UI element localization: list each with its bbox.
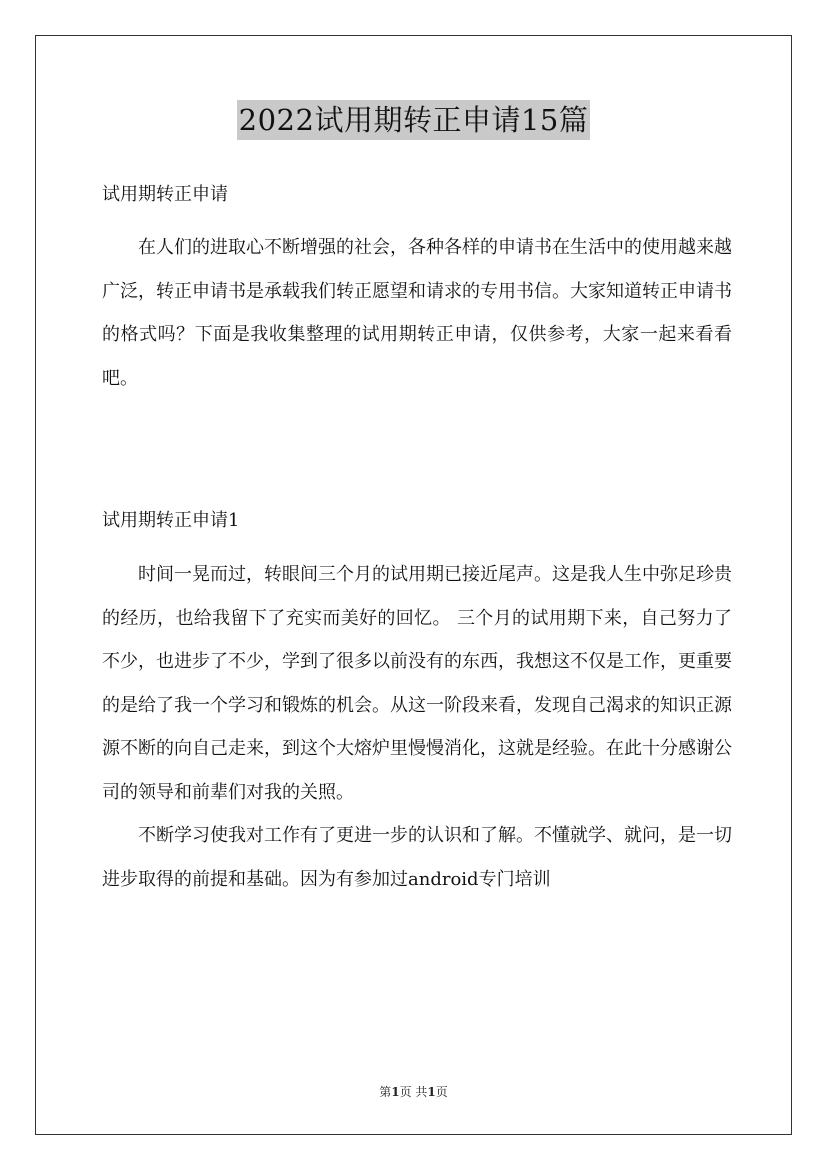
page-footer (0, 1084, 827, 1100)
section-1-heading: 试用期转正申请1 (102, 510, 240, 531)
intro-heading: 试用期转正申请 (102, 184, 228, 205)
intro-paragraph: 在人们的进取心不断增强的社会，各种各样的申请书在生活中的使用越来越广泛，转正申请书是承载我们转正愿望和请求的专用书信。大家知道转正申请书的格式吗？下面是我收集整理的试用期转正申请，仅供参考，大家一起来看看吧。 (102, 237, 732, 389)
footer-current-page: 1 (391, 1085, 400, 1099)
intro-section (102, 226, 732, 400)
section-1-paragraph-1: 时间一晃而过，转眼间三个月的试用期已接近尾声。这是我人生中弥足珍贵的经历，也给我留下了充实而美好的回忆。 三个月的试用期下来，自己努力了不少，也进步了不少，学到了很多以前没有的东西，我想这不仅是工作，更重要的是给了我一个学习和锻炼的机会。从这一阶段来看，发现自己渴求的知识正源源不断的向自己走来，到这个大熔炉里慢慢消化，这就是经验。在此十分感谢公司的领导和前辈们对我的关照。 (102, 564, 732, 803)
footer-prefix: 第 (379, 1085, 392, 1099)
title-container (0, 100, 827, 140)
footer-suffix: 页 (435, 1085, 448, 1099)
document-title: 2022试用期转正申请15篇 (237, 100, 591, 140)
section-1-body (102, 553, 732, 901)
footer-mid: 页 共 (399, 1085, 428, 1099)
section-1-paragraph-2: 不断学习使我对工作有了更进一步的认识和了解。不懂就学、就问，是一切进步取得的前提和基础。因为有参加过android专门培训 (102, 825, 732, 890)
footer-total-pages: 1 (427, 1085, 436, 1099)
